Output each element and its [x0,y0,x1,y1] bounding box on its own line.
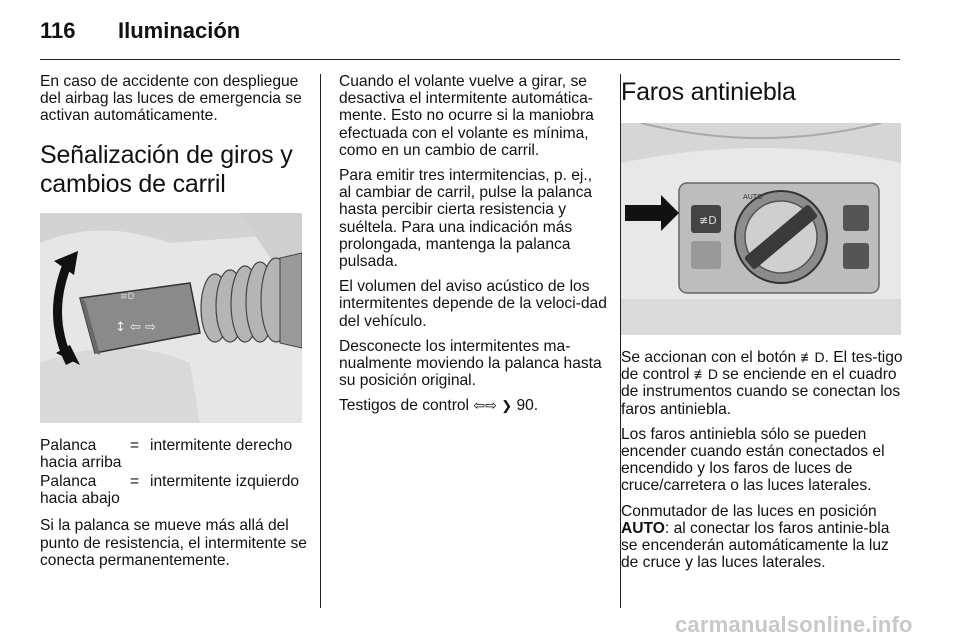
definition-term: Palanca hacia arriba [40,436,122,471]
column-2 [339,73,607,423]
definition-row [40,473,308,507]
fog-button-paragraph [621,349,906,418]
page-number: 116 [40,18,76,43]
column-divider-1 [320,74,321,608]
fog-text-c: se enciende en el cuadro de instrumentos cuando se conectan los faros antiniebla. [621,366,901,418]
paragraph: Los faros antiniebla sólo se pueden encender cuando están conectados el encendido y los faros de luces de cruce/carretera o las luces laterales. [621,425,885,495]
auto-paragraph [621,503,906,572]
turn-signal-lever-figure [40,213,302,423]
control-lights-paragraph [339,397,607,414]
fog-light-icon: ≢D [800,349,825,365]
auto-knob-label: AUTO [743,193,763,201]
definition-equals: = [130,436,140,454]
fog-text-a: Se accionan con el botón [621,349,797,366]
section-heading-turn-signals: Señalización de giros y cambios de carril [40,140,293,198]
definition-table [40,437,308,508]
fog-light-indicator-icon: ≢D [693,366,718,383]
lever-symbols: ↕ ⇦ ⇨ [115,319,156,335]
turn-signal-icon: ⇦⇨ [473,397,497,414]
column-1 [40,73,308,577]
page-header [40,18,240,48]
definition-description: intermitente derecho [150,436,293,454]
column-3 [621,72,906,579]
fog-button-icon: ≢D [699,214,717,227]
lever-top-symbol: ≡D [120,291,135,302]
paragraph: Cuando el volante vuelve a girar, se desactiva el intermitente automática-mente. Esto no ocurre si la maniobra efectuada con el volante es mínima, como en un cambio de carril. [339,73,594,159]
light-switch-figure [621,123,901,335]
watermark: carmanualsonline.info [675,612,913,637]
definition-description: intermitente izquierdo [150,473,300,491]
section-heading-fog-lights: Faros antiniebla [621,78,796,106]
definition-term: Palanca hacia abajo [40,473,120,508]
definition-row [40,437,308,471]
fog-text-b: . El tes-tigo de control [621,349,903,384]
auto-text-b: : al conectar los faros antinie-bla se encenderán automáticamente la luz de cruce y las luces laterales. [621,519,890,572]
chapter-title: Iluminación [118,18,241,43]
paragraph: El volumen del aviso acústico de los intermitentes depende de la veloci-dad del vehículo. [339,278,607,330]
paragraph: Desconecte los intermitentes ma-nualmente moviendo la palanca hasta su posición original. [339,337,602,390]
definition-equals: = [130,473,140,491]
page-reference-arrow-icon: ❯ [501,398,513,414]
lever-illustration [40,213,302,423]
control-lights-text: Testigos de control [339,397,470,415]
page-reference[interactable]: 90. [516,397,539,415]
light-switch-illustration [621,123,901,335]
header-rule [40,59,900,60]
permanent-signal-paragraph: Si la palanca se mueve más allá del punto de resistencia, el intermitente se conecta permanentemente. [40,517,307,569]
paragraph: Para emitir tres intermitencias, p. ej., al cambiar de carril, pulse la palanca hasta percibir cierta resistencia y suéltela. Para una indicación más prolongada, mantenga la palanca pulsada. [339,167,593,271]
auto-label: AUTO [621,519,665,537]
auto-text-a: Conmutador de las luces en posición [621,502,877,520]
intro-paragraph: En caso de accidente con despliegue del airbag las luces de emergencia se activan automáticamente. [40,73,302,125]
